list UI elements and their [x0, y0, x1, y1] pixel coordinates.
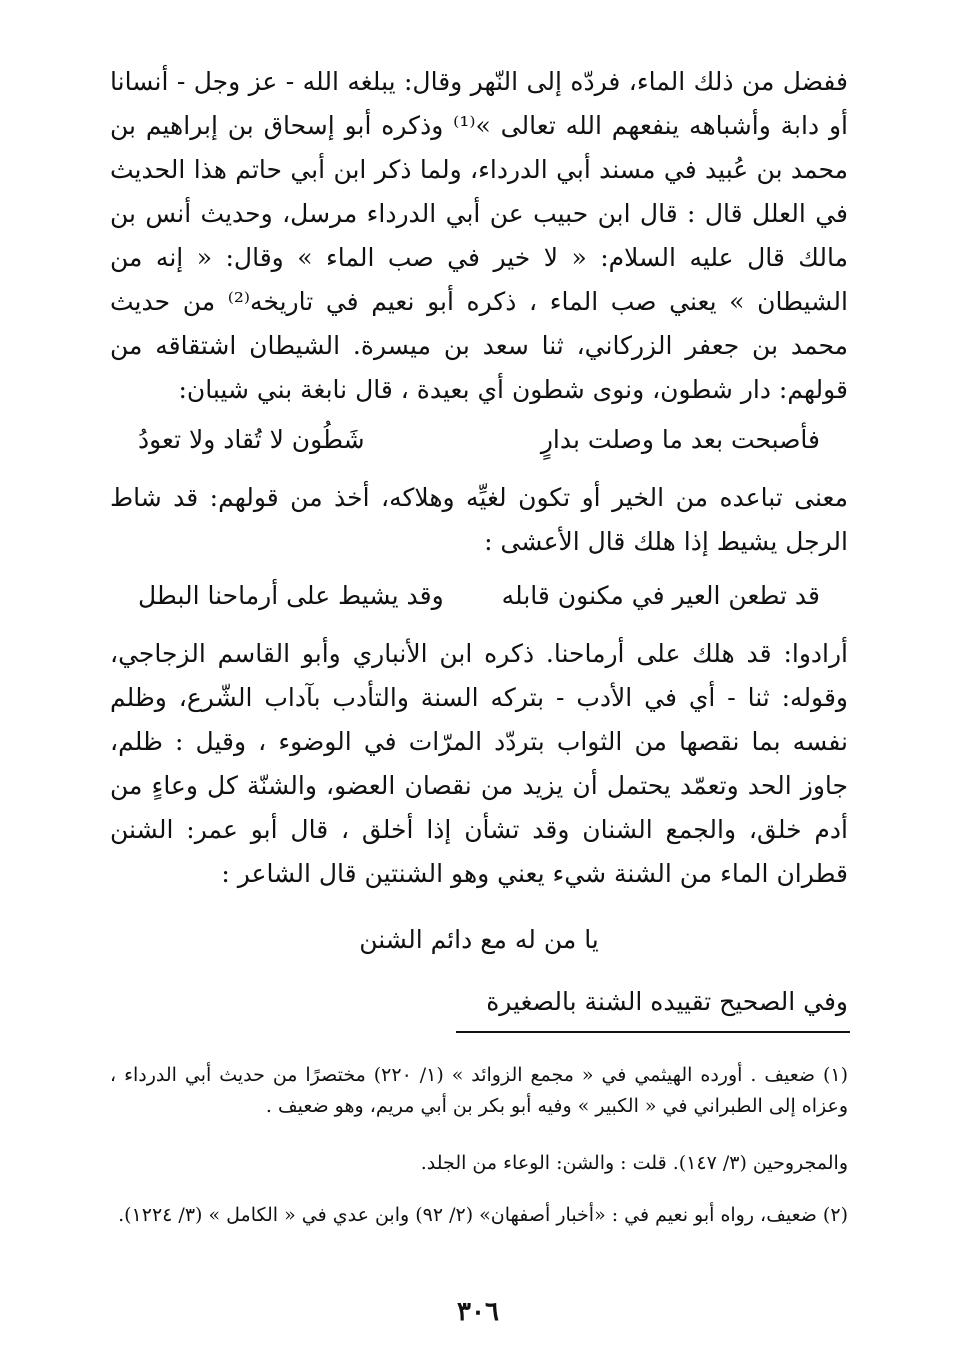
footnote: (١) ضعيف . أورده الهيثمي في « مجمع الزوائد » (١/ ٢٢٠) مختصرًا من حديث أبي الدرداء ، وعزاه إلى الطبراني في « الكبير » وفيه أبو بكر بن أبي مريم، وهو ضعيف .	[110, 1064, 849, 1117]
body-closing-line: وفي الصحيح تقييده الشنة بالصغيرة	[486, 987, 848, 1016]
verse-first-hemistich: فأصبحت بعد ما وصلت بدارٍ	[540, 425, 820, 454]
footnote-continuation: والمجروحين (٣/ ١٤٧). قلت : والشن: الوعاء من الجلد.	[420, 1152, 848, 1174]
verse-second-hemistich: شَطُون لا تُقاد ولا تعودُ	[138, 425, 365, 454]
page-number: ٣٠٦	[457, 1297, 499, 1327]
poetry-half-verse: يا من له مع دائم الشنن	[359, 925, 599, 954]
body-paragraph: ففضل من ذلك الماء، فردّه إلى النّهر وقال: يبلغه الله - عز وجل - أنسانا أو دابة وأشباهه ينفعهم الله تعالى »⁽¹⁾ وذكره أبو إسحاق بن إبراهيم بن محمد بن عُبيد في مسند أبي الدرداء، ولما ذكر ابن أبي حاتم هذا الحديث في العلل قال : قال ابن حبيب عن أبي الدرداء مرسل، وحديث أنس بن مالك قال عليه السلام: « لا خير في صب الماء » وقال: « إنه من الشيطان » يعني صب الماء ، ذكره أبو نعيم في تاريخه⁽²⁾ من حديث محمد بن جعفر الزركاني، ثنا سعد بن ميسرة. الشيطان اشتقاقه من قولهم: دار شطون، ونوى شطون أي بعيدة ، قال نابغة بني شيبان:	[110, 67, 848, 404]
verse-first-hemistich: قد تطعن العير في مكنون قابله	[501, 581, 820, 610]
body-paragraph: معنى تباعده من الخير أو تكون لغيِّه وهلاكه، أخذ من قولهم: قد شاط الرجل يشيط إذا هلك قال الأعشى :	[110, 483, 848, 556]
body-paragraph: أرادوا: قد هلك على أرماحنا. ذكره ابن الأنباري وأبو القاسم الزجاجي، وقوله: ثنا - أي في الأدب - بتركه السنة والتأدب بآداب الشّرع، وظلم نفسه بما نقصها من الثواب بتردّد المرّات في الوضوء ، وقيل : ظلم، جاوز الحد وتعمّد يحتمل أن يزيد من نقصان العضو، والشنّة كل وعاءٍ من أدم خلق، والجمع الشنان وقد تشأن إذا أخلق ، قال أبو عمر: الشنن قطران الماء من الشنة شيء يعني وهو الشنتين قال الشاعر :	[110, 639, 848, 888]
poetry-verse	[110, 574, 848, 618]
verse-second-hemistich: وقد يشيط على أرماحنا البطل	[138, 581, 444, 610]
footnote: (٢) ضعيف، رواه أبو نعيم في : «أخبار أصفهان» (٢/ ٩٢) وابن عدي في « الكامل » (٣/ ١٢٢٤).	[118, 1204, 848, 1226]
poetry-verse	[110, 418, 848, 462]
footnote-separator	[456, 1031, 850, 1033]
